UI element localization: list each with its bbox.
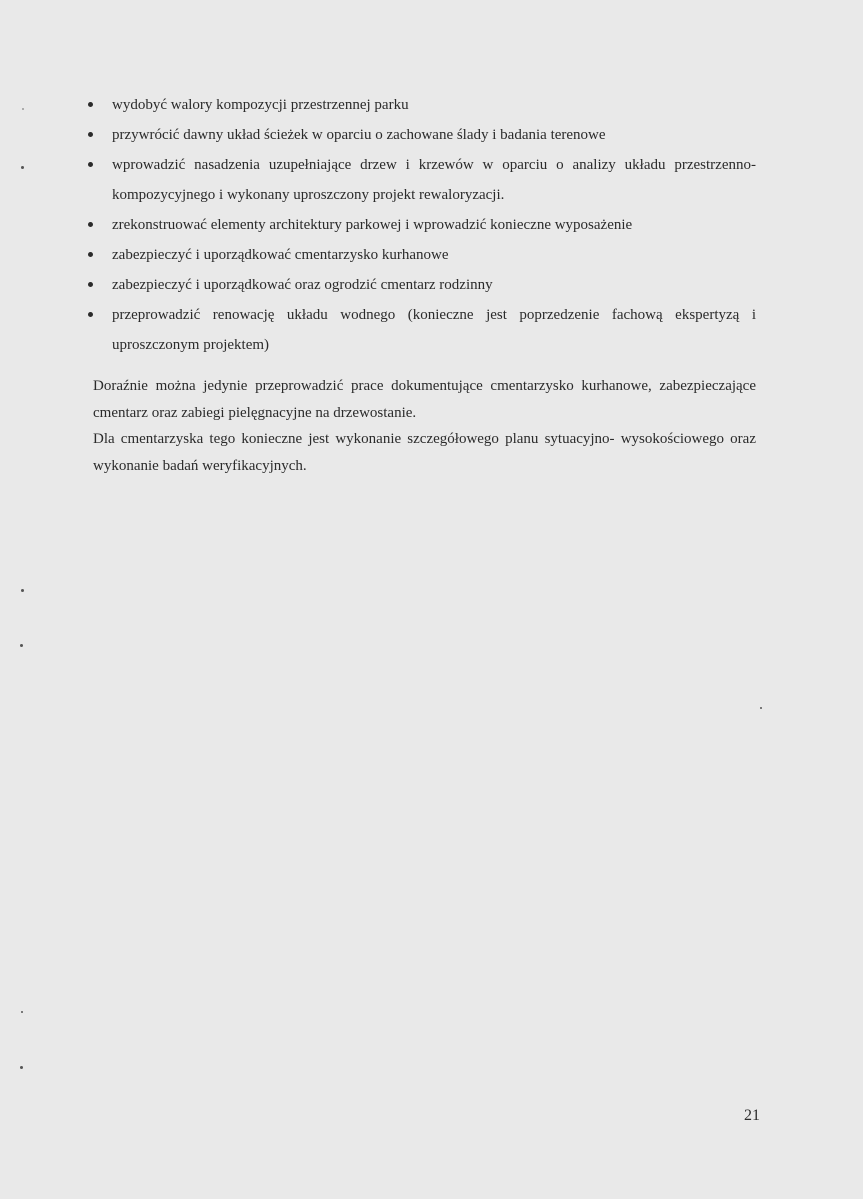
scan-speck	[21, 166, 24, 169]
list-item-text: przywrócić dawny układ ścieżek w oparciu o zachowane ślady i badania terenowe	[112, 127, 606, 143]
list-item	[88, 150, 756, 210]
list-item-text: zabezpieczyć i uporządkować cmentarzysko kurhanowe	[112, 247, 449, 263]
list-item-text: zabezpieczyć i uporządkować oraz ogrodzić cmentarz rodzinny	[112, 277, 493, 293]
scan-speck	[20, 644, 23, 647]
scan-speck	[21, 1011, 23, 1013]
bullet-icon	[88, 162, 93, 167]
list-item	[88, 270, 756, 300]
list-item	[88, 90, 756, 120]
page-number: 21	[744, 1107, 760, 1124]
body-text	[93, 373, 756, 479]
bullet-icon	[88, 132, 93, 137]
bullet-icon	[88, 312, 93, 317]
scan-speck	[22, 108, 24, 110]
bullet-icon	[88, 282, 93, 287]
paragraph: Dla cmentarzyska tego konieczne jest wykonanie szczegółowego planu sytuacyjno- wysokościowego oraz wykonanie badań weryfikacyjnych.	[93, 431, 756, 474]
list-item	[88, 120, 756, 150]
list-item-text: wprowadzić nasadzenia uzupełniające drzew i krzewów w oparciu o analizy układu przestrzenno-kompozycyjnego i wykonany uproszczony projekt rewaloryzacji.	[112, 157, 756, 203]
bullet-icon	[88, 252, 93, 257]
list-item-text: zrekonstruować elementy architektury parkowej i wprowadzić konieczne wyposażenie	[112, 217, 633, 233]
recommendations-list	[88, 90, 756, 360]
list-item-text: wydobyć walory kompozycji przestrzennej parku	[112, 97, 409, 113]
scan-speck	[21, 589, 24, 592]
scan-speck	[20, 1066, 23, 1069]
list-item	[88, 300, 756, 360]
bullet-icon	[88, 102, 93, 107]
paragraph: Doraźnie można jedynie przeprowadzić prace dokumentujące cmentarzysko kurhanowe, zabezpieczające cmentarz oraz zabiegi pielęgnacyjne na drzewostanie.	[93, 378, 756, 421]
list-item	[88, 240, 756, 270]
scan-speck	[760, 707, 762, 709]
bullet-icon	[88, 222, 93, 227]
list-item-text: przeprowadzić renowację układu wodnego (konieczne jest poprzedzenie fachową ekspertyzą i uproszczonym projektem)	[112, 307, 756, 353]
list-item	[88, 210, 756, 240]
